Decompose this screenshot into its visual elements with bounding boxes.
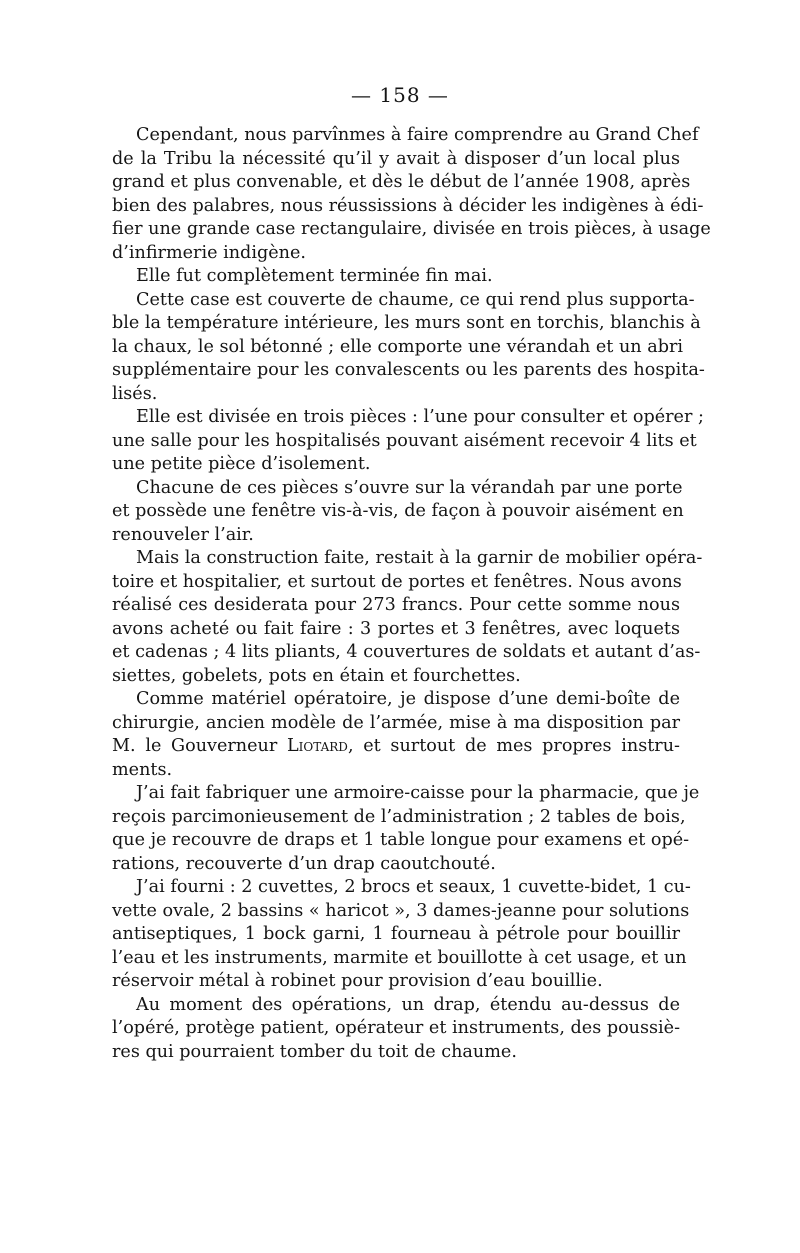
name-smallcaps: Liotard (287, 736, 348, 756)
text-line: réalisé ces desiderata pour 273 francs. Pour cette somme nous (112, 595, 680, 615)
text-line: grand et plus convenable, et dès le début de l’année 1908, après (112, 172, 691, 192)
text-line: vette ovale, 2 bassins « haricot », 3 dames-jeanne pour solutions (112, 900, 690, 921)
text-line: M. le Gouverneur Liotard, et surtout de mes propres instru- (112, 736, 680, 756)
text-line: renouveler l’air. (112, 524, 254, 545)
text-line: lisés. (112, 383, 158, 404)
page-number: — 158 — (351, 83, 449, 107)
text-line: Mais la construction faite, restait à la garnir de mobilier opéra- (136, 548, 703, 568)
text-line: Elle fut complètement terminée fin mai. (136, 266, 493, 286)
text-line: supplémentaire pour les convalescents ou les parents des hospita- (112, 360, 705, 380)
text-line: la chaux, le sol bétonné ; elle comporte une vérandah et un abri (112, 336, 683, 357)
text-line: Cependant, nous parvînmes à faire comprendre au Grand Chef (136, 125, 699, 145)
text-line: Cette case est couverte de chaume, ce qui rend plus supporta- (136, 289, 695, 310)
text-line: avons acheté ou fait faire : 3 portes et 3 fenêtres, avec loquets (112, 618, 680, 639)
text-line: toire et hospitalier, et surtout de portes et fenêtres. Nous avons (112, 571, 682, 592)
text-line: siettes, gobelets, pots en étain et fourchettes. (112, 665, 521, 686)
text-line: une petite pièce d’isolement. (112, 454, 371, 474)
text-line: et cadenas ; 4 lits pliants, 4 couvertures de soldats et autant d’as- (112, 642, 701, 662)
text-line: antiseptiques, 1 bock garni, 1 fourneau à pétrole pour bouillir (112, 924, 680, 944)
text-line: et possède une fenêtre vis-à-vis, de façon à pouvoir aisément en (112, 501, 684, 521)
text-line: Au moment des opérations, un drap, étendu au-dessus de (136, 994, 680, 1015)
text-line: J’ai fourni : 2 cuvettes, 2 brocs et seaux, 1 cuvette-bidet, 1 cu- (136, 877, 691, 897)
text-line: J’ai fait fabriquer une armoire-caisse pour la pharmacie, que je (136, 783, 700, 803)
text-line: rations, recouverte d’un drap caoutchouté. (112, 853, 496, 874)
text-line: l’eau et les instruments, marmite et bouillotte à cet usage, et un (112, 947, 687, 968)
text-line: l’opéré, protège patient, opérateur et instruments, des poussiè- (112, 1018, 681, 1038)
text-line: bien des palabres, nous réussissions à décider les indigènes à édi- (112, 195, 704, 216)
text-line: Comme matériel opératoire, je dispose d’une demi-boîte de (136, 689, 680, 709)
text-line: ble la température intérieure, les murs sont en torchis, blanchis à (112, 313, 701, 333)
text-line: fier une grande case rectangulaire, divisée en trois pièces, à usage (112, 219, 711, 239)
text-line: une salle pour les hospitalisés pouvant aisément recevoir 4 lits et (112, 430, 697, 451)
text-line: d’infirmerie indigène. (112, 242, 306, 263)
text-line: chirurgie, ancien modèle de l’armée, mise à ma disposition par (112, 712, 680, 733)
text-line: reçois parcimonieusement de l’administration ; 2 tables de bois, (112, 806, 686, 827)
text-line: Elle est divisée en trois pièces : l’une pour consulter et opérer ; (136, 407, 704, 427)
body-text (112, 124, 711, 1064)
text-line: réservoir métal à robinet pour provision d’eau bouillie. (112, 971, 603, 991)
text-line: res qui pourraient tomber du toit de chaume. (112, 1041, 517, 1062)
text-line: ments. (112, 759, 173, 780)
text-line: Chacune de ces pièces s’ouvre sur la vérandah par une porte (136, 477, 683, 498)
text-line: que je recouvre de draps et 1 table longue pour examens et opé- (112, 830, 690, 850)
text-line: de la Tribu la nécessité qu’il y avait à disposer d’un local plus (112, 148, 680, 169)
